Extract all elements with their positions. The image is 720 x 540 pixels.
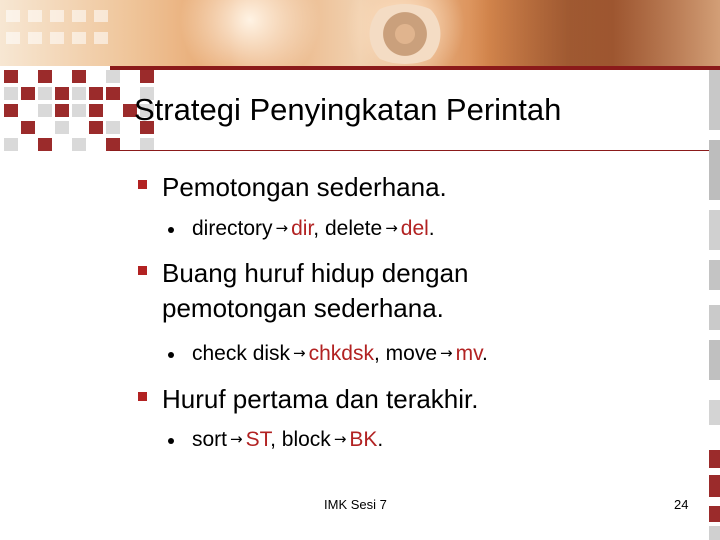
banner-highlight <box>170 0 330 66</box>
grid-square <box>4 104 18 117</box>
grid-square <box>55 121 69 134</box>
right-arrow-icon: → <box>440 344 453 362</box>
grid-square <box>55 87 69 100</box>
sub-bullet-text <box>192 217 435 241</box>
banner-square <box>94 32 108 44</box>
grid-square <box>106 121 120 134</box>
header-rule <box>110 66 720 70</box>
bullet-text: Buang huruf hidup dengan <box>162 258 469 288</box>
edge-segment <box>709 70 720 130</box>
banner-square <box>6 32 20 44</box>
grid-square <box>4 87 18 100</box>
banner-square <box>50 10 64 22</box>
term-long: check disk <box>192 342 291 365</box>
edge-segment <box>709 140 720 200</box>
banner-square <box>94 10 108 22</box>
edge-segment <box>709 475 720 497</box>
edge-segment <box>709 526 720 540</box>
sub-bullet-text <box>192 428 383 452</box>
grid-square <box>55 104 69 117</box>
punctuation: . <box>482 342 488 365</box>
page-number: 24 <box>674 497 689 512</box>
grid-square <box>38 104 52 117</box>
term-short: ST <box>245 428 271 451</box>
right-edge-decoration <box>709 70 720 540</box>
decorative-square-grid <box>0 66 150 156</box>
right-arrow-icon: → <box>333 430 347 448</box>
grid-square <box>38 138 52 151</box>
banner-square <box>28 32 42 44</box>
dot-bullet-icon <box>168 227 174 233</box>
punctuation: . <box>428 217 435 240</box>
banner-shadow <box>470 0 720 66</box>
right-arrow-icon: → <box>275 219 289 237</box>
banner-square-pattern <box>0 0 150 66</box>
edge-segment <box>709 305 720 330</box>
bullet-text: Pemotongan sederhana. <box>162 172 447 202</box>
term-short: BK <box>349 428 378 451</box>
sub-bullet-text <box>192 342 488 366</box>
right-arrow-icon: → <box>385 219 398 237</box>
footer-course-label: IMK Sesi 7 <box>324 497 387 512</box>
banner-square <box>28 10 42 22</box>
term-short: del <box>400 217 429 240</box>
bullet-text: pemotongan sederhana. <box>162 293 444 323</box>
term-short: chkdsk <box>308 342 374 365</box>
grid-square <box>4 70 18 83</box>
dot-bullet-icon <box>168 352 174 358</box>
banner-disc-image <box>360 4 450 64</box>
slide-title: Strategi Penyingkatan Perintah <box>134 92 562 127</box>
right-arrow-icon: → <box>230 430 243 448</box>
grid-square <box>38 70 52 83</box>
grid-square <box>72 87 86 100</box>
banner-square <box>72 32 86 44</box>
grid-square <box>72 70 86 83</box>
edge-segment <box>709 400 720 425</box>
grid-square <box>89 121 103 134</box>
dot-bullet-icon <box>168 438 174 444</box>
grid-square <box>21 87 35 100</box>
grid-square <box>72 138 86 151</box>
edge-segment <box>709 340 720 380</box>
term-long: , block <box>270 428 331 451</box>
square-bullet-icon <box>138 180 147 189</box>
bullet-text: Huruf pertama dan terakhir. <box>162 384 479 414</box>
grid-square <box>89 104 103 117</box>
grid-square <box>21 121 35 134</box>
square-bullet-icon <box>138 266 147 275</box>
grid-square <box>89 87 103 100</box>
edge-segment <box>709 450 720 468</box>
right-arrow-icon: → <box>293 344 306 362</box>
edge-segment <box>709 210 720 250</box>
banner-square <box>72 10 86 22</box>
term-short: dir <box>291 217 314 240</box>
punctuation: . <box>377 428 384 451</box>
term-short: mv <box>455 342 483 365</box>
grid-square <box>106 70 120 83</box>
banner-square <box>6 10 20 22</box>
grid-square <box>38 87 52 100</box>
title-underline <box>110 150 720 151</box>
grid-square <box>106 87 120 100</box>
term-long: , move <box>373 342 438 365</box>
term-long: sort <box>192 428 228 451</box>
grid-square <box>72 104 86 117</box>
edge-segment <box>709 506 720 522</box>
header-photo-banner <box>0 0 720 66</box>
square-bullet-icon <box>138 392 147 401</box>
term-long: , delete <box>313 217 383 240</box>
banner-square <box>50 32 64 44</box>
grid-square <box>4 138 18 151</box>
term-long: directory <box>192 217 273 240</box>
edge-segment <box>709 260 720 290</box>
grid-square <box>140 70 154 83</box>
